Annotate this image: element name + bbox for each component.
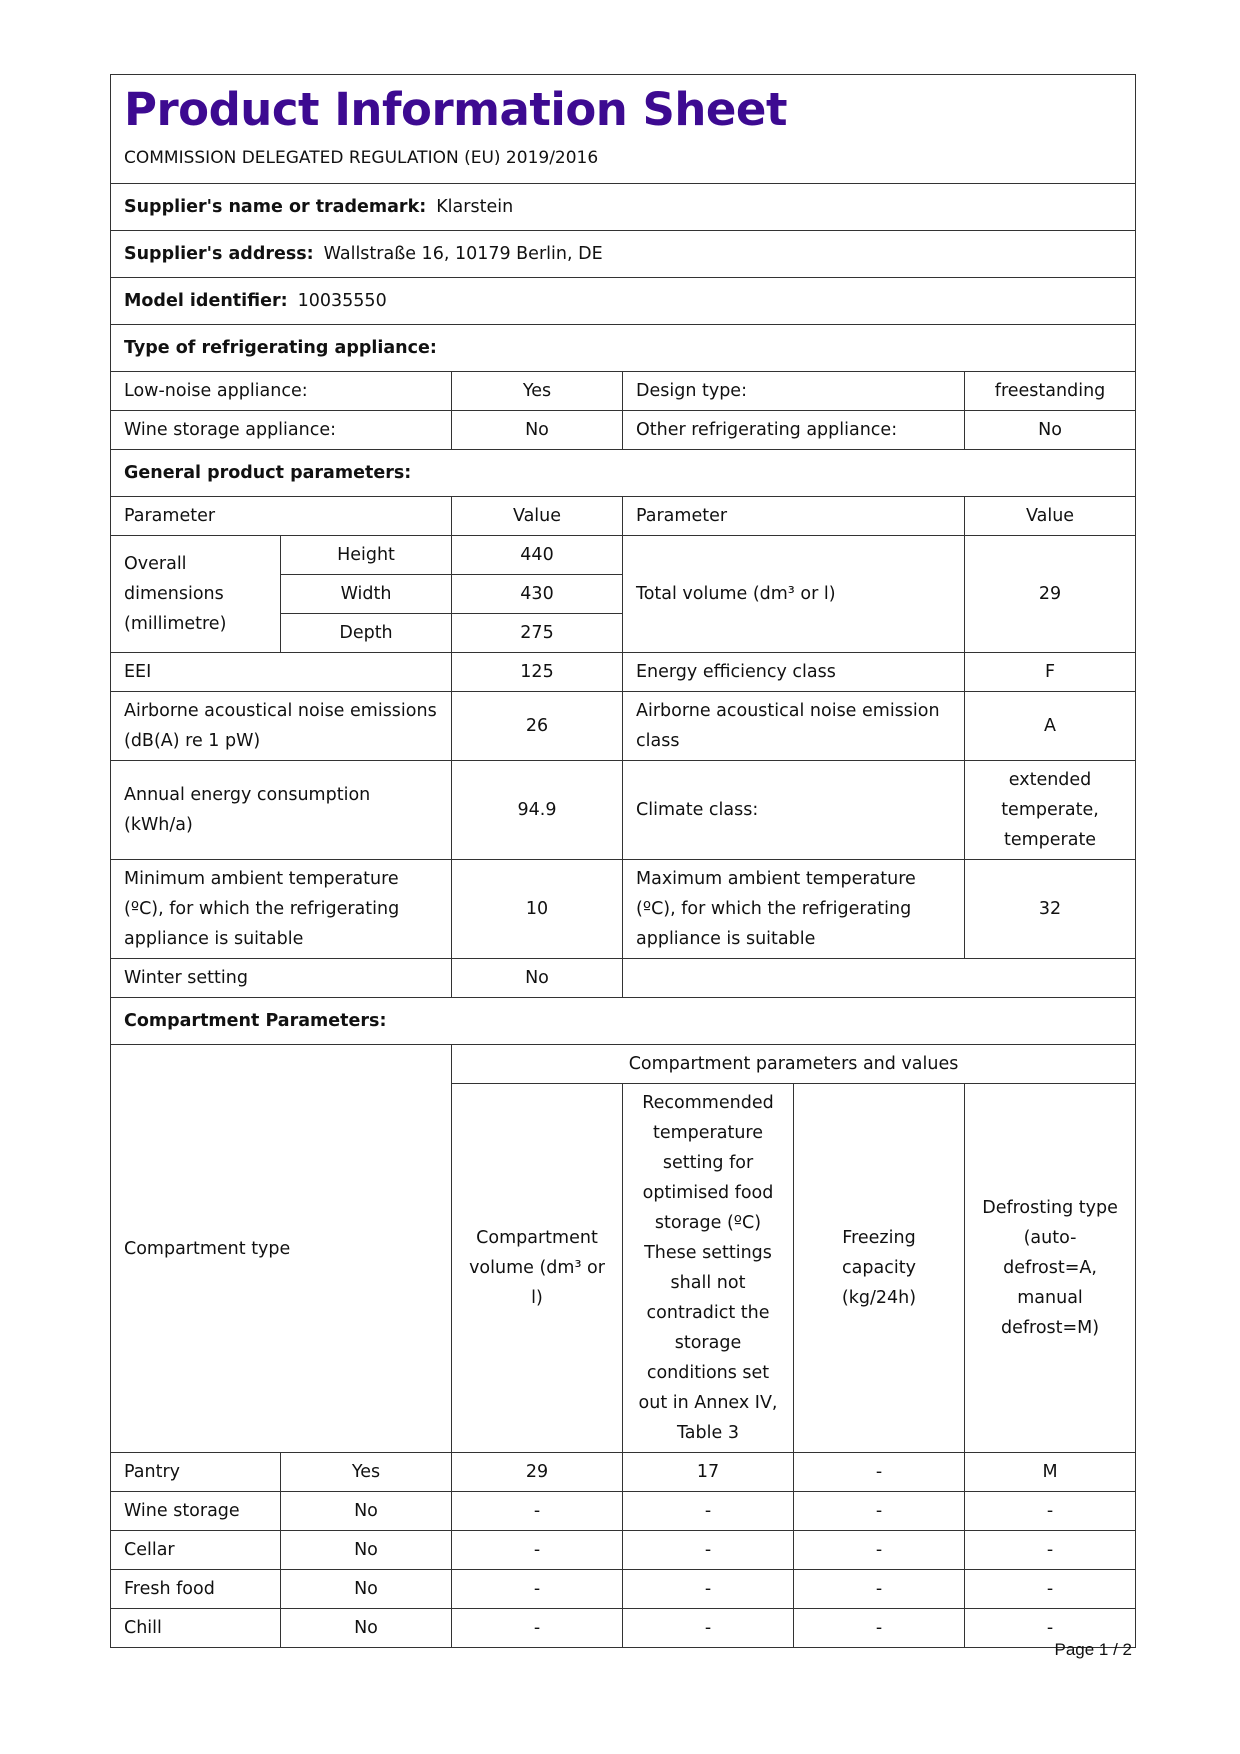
eei-value: 125 — [452, 653, 623, 692]
compartment-type-header: Compartment type — [111, 1045, 452, 1453]
energy-class-label: Energy efficiency class — [623, 653, 965, 692]
winter-setting-label: Winter setting — [111, 959, 452, 998]
compartment-temp: - — [623, 1609, 794, 1648]
wine-storage-value: No — [452, 411, 623, 450]
compartment-present: No — [281, 1531, 452, 1570]
compartment-volume: - — [452, 1570, 623, 1609]
annual-energy-label: Annual energy consumption (kWh/a) — [111, 761, 452, 860]
compartment-freezing: - — [794, 1531, 965, 1570]
height-value: 440 — [452, 536, 623, 575]
empty-cell — [623, 959, 1136, 998]
compartment-freezing: - — [794, 1492, 965, 1531]
compartment-volume: 29 — [452, 1453, 623, 1492]
compartment-temp: 17 — [623, 1453, 794, 1492]
compartment-defrost: - — [965, 1531, 1136, 1570]
supplier-name-label: Supplier's name or trademark: — [124, 197, 427, 217]
compartment-temp: - — [623, 1492, 794, 1531]
overall-dimensions-label: Overall dimensions (millimetre) — [111, 536, 281, 653]
min-ambient-temp-label: Minimum ambient temperature (ºC), for which the refrigerating appliance is suitable — [111, 860, 452, 959]
product-information-sheet — [110, 74, 1135, 1648]
low-noise-value: Yes — [452, 372, 623, 411]
page-number: Page 1 / 2 — [1054, 1640, 1132, 1659]
compartment-name: Cellar — [111, 1531, 281, 1570]
supplier-name-value: Klarstein — [436, 197, 514, 217]
compartment-defrost: M — [965, 1453, 1136, 1492]
supplier-address-label: Supplier's address: — [124, 244, 314, 264]
model-identifier-value: 10035550 — [297, 291, 387, 311]
compartment-rows — [111, 1453, 1136, 1648]
compartment-volume: - — [452, 1492, 623, 1531]
total-volume-label: Total volume (dm³ or l) — [623, 536, 965, 653]
annual-energy-value: 94.9 — [452, 761, 623, 860]
other-appliance-label: Other refrigerating appliance: — [623, 411, 965, 450]
eei-label: EEI — [111, 653, 452, 692]
compartment-volume: - — [452, 1531, 623, 1570]
compartment-row — [111, 1570, 1136, 1609]
compartment-present: Yes — [281, 1453, 452, 1492]
compartment-name: Chill — [111, 1609, 281, 1648]
compartment-row — [111, 1492, 1136, 1531]
column-header-value: Value — [452, 497, 623, 536]
compartment-temp: - — [623, 1531, 794, 1570]
compartment-temp: - — [623, 1570, 794, 1609]
header-cell — [111, 75, 1136, 184]
compartment-name: Fresh food — [111, 1570, 281, 1609]
section-general-parameters: General product parameters: — [111, 450, 1136, 497]
compartment-row — [111, 1453, 1136, 1492]
section-appliance-type: Type of refrigerating appliance: — [111, 325, 1136, 372]
compartment-present: No — [281, 1492, 452, 1531]
section-compartment-parameters: Compartment Parameters: — [111, 998, 1136, 1045]
compartment-defrost: - — [965, 1492, 1136, 1531]
supplier-name-row — [111, 184, 1136, 231]
compartment-volume-header: Compartment volume (dm³ or l) — [452, 1084, 623, 1453]
compartment-group-header: Compartment parameters and values — [452, 1045, 1136, 1084]
info-table — [110, 74, 1136, 1648]
other-appliance-value: No — [965, 411, 1136, 450]
model-identifier-row — [111, 278, 1136, 325]
depth-value: 275 — [452, 614, 623, 653]
compartment-volume: - — [452, 1609, 623, 1648]
column-header-value-right: Value — [965, 497, 1136, 536]
compartment-defrost: - — [965, 1570, 1136, 1609]
compartment-name: Pantry — [111, 1453, 281, 1492]
compartment-name: Wine storage — [111, 1492, 281, 1531]
column-header-parameter: Parameter — [111, 497, 452, 536]
width-label: Width — [281, 575, 452, 614]
min-ambient-temp-value: 10 — [452, 860, 623, 959]
compartment-present: No — [281, 1609, 452, 1648]
freezing-capacity-header: Freezing capacity (kg/24h) — [794, 1084, 965, 1453]
winter-setting-value: No — [452, 959, 623, 998]
compartment-freezing: - — [794, 1453, 965, 1492]
design-type-label: Design type: — [623, 372, 965, 411]
design-type-value: freestanding — [965, 372, 1136, 411]
supplier-address-value: Wallstraße 16, 10179 Berlin, DE — [323, 244, 603, 264]
noise-emissions-label: Airborne acoustical noise emissions (dB(A) re 1 pW) — [111, 692, 452, 761]
supplier-address-row — [111, 231, 1136, 278]
defrosting-type-header: Defrosting type (auto-defrost=A, manual defrost=M) — [965, 1084, 1136, 1453]
noise-emissions-value: 26 — [452, 692, 623, 761]
height-label: Height — [281, 536, 452, 575]
noise-class-label: Airborne acoustical noise emission class — [623, 692, 965, 761]
compartment-freezing: - — [794, 1570, 965, 1609]
page-title: Product Information Sheet — [124, 83, 787, 136]
recommended-temp-header: Recommended temperature setting for optimised food storage (ºC) These settings shall not contradict the storage conditions set out in Annex IV, Table 3 — [623, 1084, 794, 1453]
climate-class-value: extended temperate, temperate — [965, 761, 1136, 860]
compartment-present: No — [281, 1570, 452, 1609]
compartment-defrost: - — [965, 1609, 1136, 1648]
max-ambient-temp-label: Maximum ambient temperature (ºC), for which the refrigerating appliance is suitable — [623, 860, 965, 959]
regulation-reference: COMMISSION DELEGATED REGULATION (EU) 2019/2016 — [124, 148, 599, 168]
compartment-row — [111, 1531, 1136, 1570]
wine-storage-label: Wine storage appliance: — [111, 411, 452, 450]
low-noise-label: Low-noise appliance: — [111, 372, 452, 411]
climate-class-label: Climate class: — [623, 761, 965, 860]
model-identifier-label: Model identifier: — [124, 291, 288, 311]
energy-class-value: F — [965, 653, 1136, 692]
depth-label: Depth — [281, 614, 452, 653]
width-value: 430 — [452, 575, 623, 614]
compartment-row — [111, 1609, 1136, 1648]
compartment-freezing: - — [794, 1609, 965, 1648]
max-ambient-temp-value: 32 — [965, 860, 1136, 959]
column-header-parameter-right: Parameter — [623, 497, 965, 536]
total-volume-value: 29 — [965, 536, 1136, 653]
noise-class-value: A — [965, 692, 1136, 761]
